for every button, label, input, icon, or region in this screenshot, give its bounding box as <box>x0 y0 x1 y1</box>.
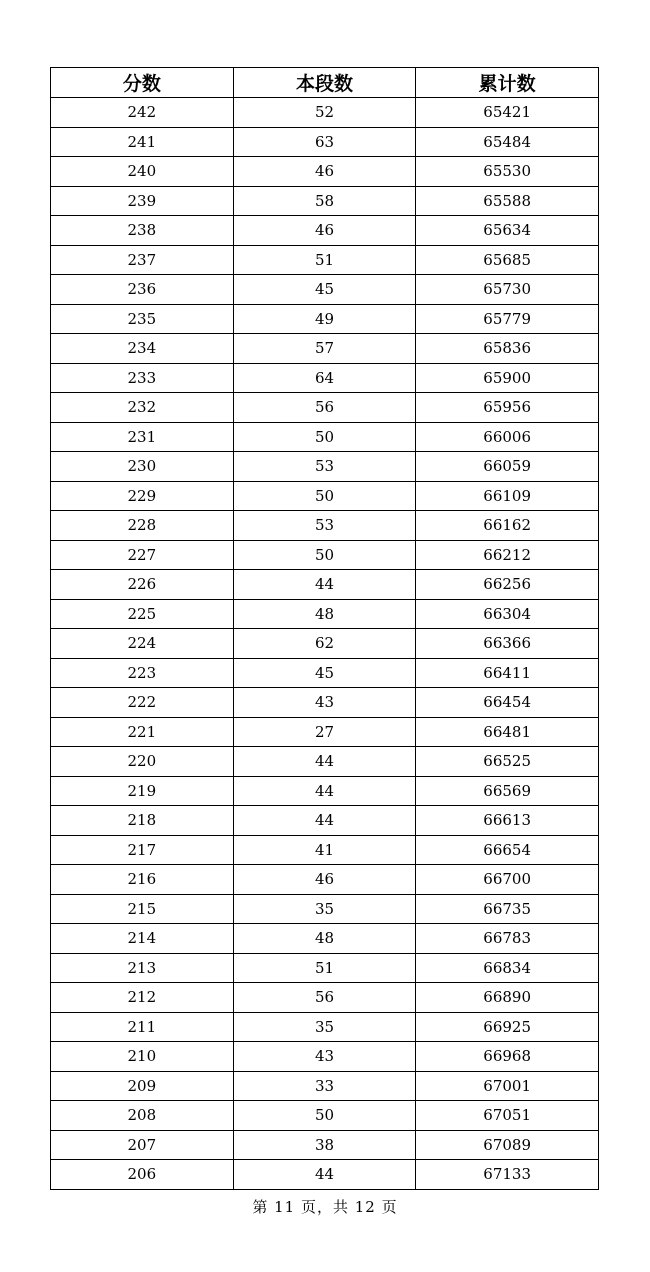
cell-cumulative-count: 65484 <box>416 127 599 157</box>
cell-cumulative-count: 66890 <box>416 983 599 1013</box>
table-row <box>51 1101 599 1131</box>
table-row <box>51 1071 599 1101</box>
cell-score: 218 <box>51 806 234 836</box>
cell-score: 206 <box>51 1160 234 1190</box>
cell-segment-count: 46 <box>233 865 416 895</box>
table-row <box>51 983 599 1013</box>
table-row <box>51 216 599 246</box>
table-row <box>51 245 599 275</box>
cell-cumulative-count: 66654 <box>416 835 599 865</box>
header-score: 分数 <box>51 68 234 98</box>
cell-cumulative-count: 66109 <box>416 481 599 511</box>
cell-cumulative-count: 66454 <box>416 688 599 718</box>
cell-cumulative-count: 65530 <box>416 157 599 187</box>
cell-segment-count: 46 <box>233 157 416 187</box>
table-row <box>51 688 599 718</box>
cell-segment-count: 53 <box>233 452 416 482</box>
header-cumulative-count: 累计数 <box>416 68 599 98</box>
cell-cumulative-count: 66059 <box>416 452 599 482</box>
cell-segment-count: 48 <box>233 924 416 954</box>
table-row <box>51 393 599 423</box>
cell-score: 241 <box>51 127 234 157</box>
cell-cumulative-count: 66256 <box>416 570 599 600</box>
cell-score: 238 <box>51 216 234 246</box>
cell-score: 219 <box>51 776 234 806</box>
table-row <box>51 747 599 777</box>
cell-score: 223 <box>51 658 234 688</box>
cell-segment-count: 38 <box>233 1130 416 1160</box>
cell-cumulative-count: 65900 <box>416 363 599 393</box>
table-row <box>51 894 599 924</box>
cell-score: 228 <box>51 511 234 541</box>
cell-segment-count: 50 <box>233 1101 416 1131</box>
table-row <box>51 599 599 629</box>
cell-score: 215 <box>51 894 234 924</box>
table-row <box>51 540 599 570</box>
cell-cumulative-count: 65956 <box>416 393 599 423</box>
cell-segment-count: 44 <box>233 776 416 806</box>
cell-score: 233 <box>51 363 234 393</box>
cell-score: 226 <box>51 570 234 600</box>
cell-segment-count: 56 <box>233 983 416 1013</box>
cell-score: 220 <box>51 747 234 777</box>
table-row <box>51 186 599 216</box>
page-footer: 第 11 页，共 12 页 <box>252 1198 398 1216</box>
table-row <box>51 304 599 334</box>
table-row <box>51 1130 599 1160</box>
table-row <box>51 157 599 187</box>
cell-cumulative-count: 66212 <box>416 540 599 570</box>
cell-cumulative-count: 66411 <box>416 658 599 688</box>
cell-cumulative-count: 66968 <box>416 1042 599 1072</box>
cell-cumulative-count: 65685 <box>416 245 599 275</box>
cell-segment-count: 41 <box>233 835 416 865</box>
cell-cumulative-count: 65779 <box>416 304 599 334</box>
table-row <box>51 776 599 806</box>
table-row <box>51 806 599 836</box>
cell-score: 235 <box>51 304 234 334</box>
cell-cumulative-count: 67089 <box>416 1130 599 1160</box>
cell-segment-count: 51 <box>233 245 416 275</box>
table-row <box>51 481 599 511</box>
cell-score: 230 <box>51 452 234 482</box>
table-body <box>51 98 599 1190</box>
cell-segment-count: 50 <box>233 540 416 570</box>
cell-segment-count: 44 <box>233 806 416 836</box>
cell-segment-count: 64 <box>233 363 416 393</box>
table-row <box>51 570 599 600</box>
cell-score: 236 <box>51 275 234 305</box>
cell-cumulative-count: 66925 <box>416 1012 599 1042</box>
cell-cumulative-count: 65588 <box>416 186 599 216</box>
table-row <box>51 334 599 364</box>
cell-score: 211 <box>51 1012 234 1042</box>
cell-cumulative-count: 66366 <box>416 629 599 659</box>
cell-segment-count: 43 <box>233 1042 416 1072</box>
cell-score: 232 <box>51 393 234 423</box>
cell-segment-count: 57 <box>233 334 416 364</box>
cell-score: 227 <box>51 540 234 570</box>
table-row <box>51 422 599 452</box>
cell-segment-count: 50 <box>233 481 416 511</box>
cell-cumulative-count: 66613 <box>416 806 599 836</box>
cell-segment-count: 53 <box>233 511 416 541</box>
cell-cumulative-count: 66162 <box>416 511 599 541</box>
cell-segment-count: 27 <box>233 717 416 747</box>
table-row <box>51 1012 599 1042</box>
cell-score: 208 <box>51 1101 234 1131</box>
cell-score: 207 <box>51 1130 234 1160</box>
table-row <box>51 1042 599 1072</box>
cell-cumulative-count: 66735 <box>416 894 599 924</box>
cell-score: 231 <box>51 422 234 452</box>
table-row <box>51 717 599 747</box>
cell-segment-count: 45 <box>233 658 416 688</box>
table-row <box>51 835 599 865</box>
score-distribution-table <box>50 67 599 1190</box>
cell-cumulative-count: 65421 <box>416 98 599 128</box>
cell-cumulative-count: 66525 <box>416 747 599 777</box>
cell-segment-count: 48 <box>233 599 416 629</box>
table-row <box>51 924 599 954</box>
table-row <box>51 98 599 128</box>
table-row <box>51 452 599 482</box>
cell-score: 240 <box>51 157 234 187</box>
cell-score: 229 <box>51 481 234 511</box>
cell-score: 224 <box>51 629 234 659</box>
cell-cumulative-count: 66304 <box>416 599 599 629</box>
header-segment-count: 本段数 <box>233 68 416 98</box>
cell-segment-count: 35 <box>233 894 416 924</box>
cell-cumulative-count: 66481 <box>416 717 599 747</box>
cell-score: 237 <box>51 245 234 275</box>
cell-segment-count: 43 <box>233 688 416 718</box>
cell-score: 214 <box>51 924 234 954</box>
cell-segment-count: 51 <box>233 953 416 983</box>
cell-cumulative-count: 66783 <box>416 924 599 954</box>
cell-score: 221 <box>51 717 234 747</box>
cell-score: 209 <box>51 1071 234 1101</box>
cell-cumulative-count: 65836 <box>416 334 599 364</box>
table-header <box>51 68 599 98</box>
cell-segment-count: 46 <box>233 216 416 246</box>
cell-score: 212 <box>51 983 234 1013</box>
cell-cumulative-count: 67051 <box>416 1101 599 1131</box>
cell-segment-count: 44 <box>233 570 416 600</box>
cell-segment-count: 45 <box>233 275 416 305</box>
table-row <box>51 127 599 157</box>
cell-segment-count: 56 <box>233 393 416 423</box>
table-row <box>51 865 599 895</box>
cell-score: 242 <box>51 98 234 128</box>
table-row <box>51 363 599 393</box>
table-row <box>51 511 599 541</box>
cell-segment-count: 50 <box>233 422 416 452</box>
cell-cumulative-count: 66569 <box>416 776 599 806</box>
cell-segment-count: 44 <box>233 1160 416 1190</box>
cell-cumulative-count: 67001 <box>416 1071 599 1101</box>
cell-score: 225 <box>51 599 234 629</box>
cell-segment-count: 44 <box>233 747 416 777</box>
table-row <box>51 275 599 305</box>
cell-score: 222 <box>51 688 234 718</box>
cell-cumulative-count: 67133 <box>416 1160 599 1190</box>
cell-score: 213 <box>51 953 234 983</box>
cell-cumulative-count: 65634 <box>416 216 599 246</box>
cell-segment-count: 33 <box>233 1071 416 1101</box>
cell-score: 234 <box>51 334 234 364</box>
cell-cumulative-count: 66700 <box>416 865 599 895</box>
cell-cumulative-count: 66006 <box>416 422 599 452</box>
table-row <box>51 1160 599 1190</box>
table-row <box>51 629 599 659</box>
header-row <box>51 68 599 98</box>
table-row <box>51 658 599 688</box>
cell-segment-count: 62 <box>233 629 416 659</box>
table-row <box>51 953 599 983</box>
cell-segment-count: 35 <box>233 1012 416 1042</box>
cell-segment-count: 58 <box>233 186 416 216</box>
cell-segment-count: 63 <box>233 127 416 157</box>
cell-score: 217 <box>51 835 234 865</box>
cell-cumulative-count: 66834 <box>416 953 599 983</box>
cell-segment-count: 49 <box>233 304 416 334</box>
cell-score: 216 <box>51 865 234 895</box>
cell-score: 210 <box>51 1042 234 1072</box>
cell-segment-count: 52 <box>233 98 416 128</box>
cell-score: 239 <box>51 186 234 216</box>
cell-cumulative-count: 65730 <box>416 275 599 305</box>
